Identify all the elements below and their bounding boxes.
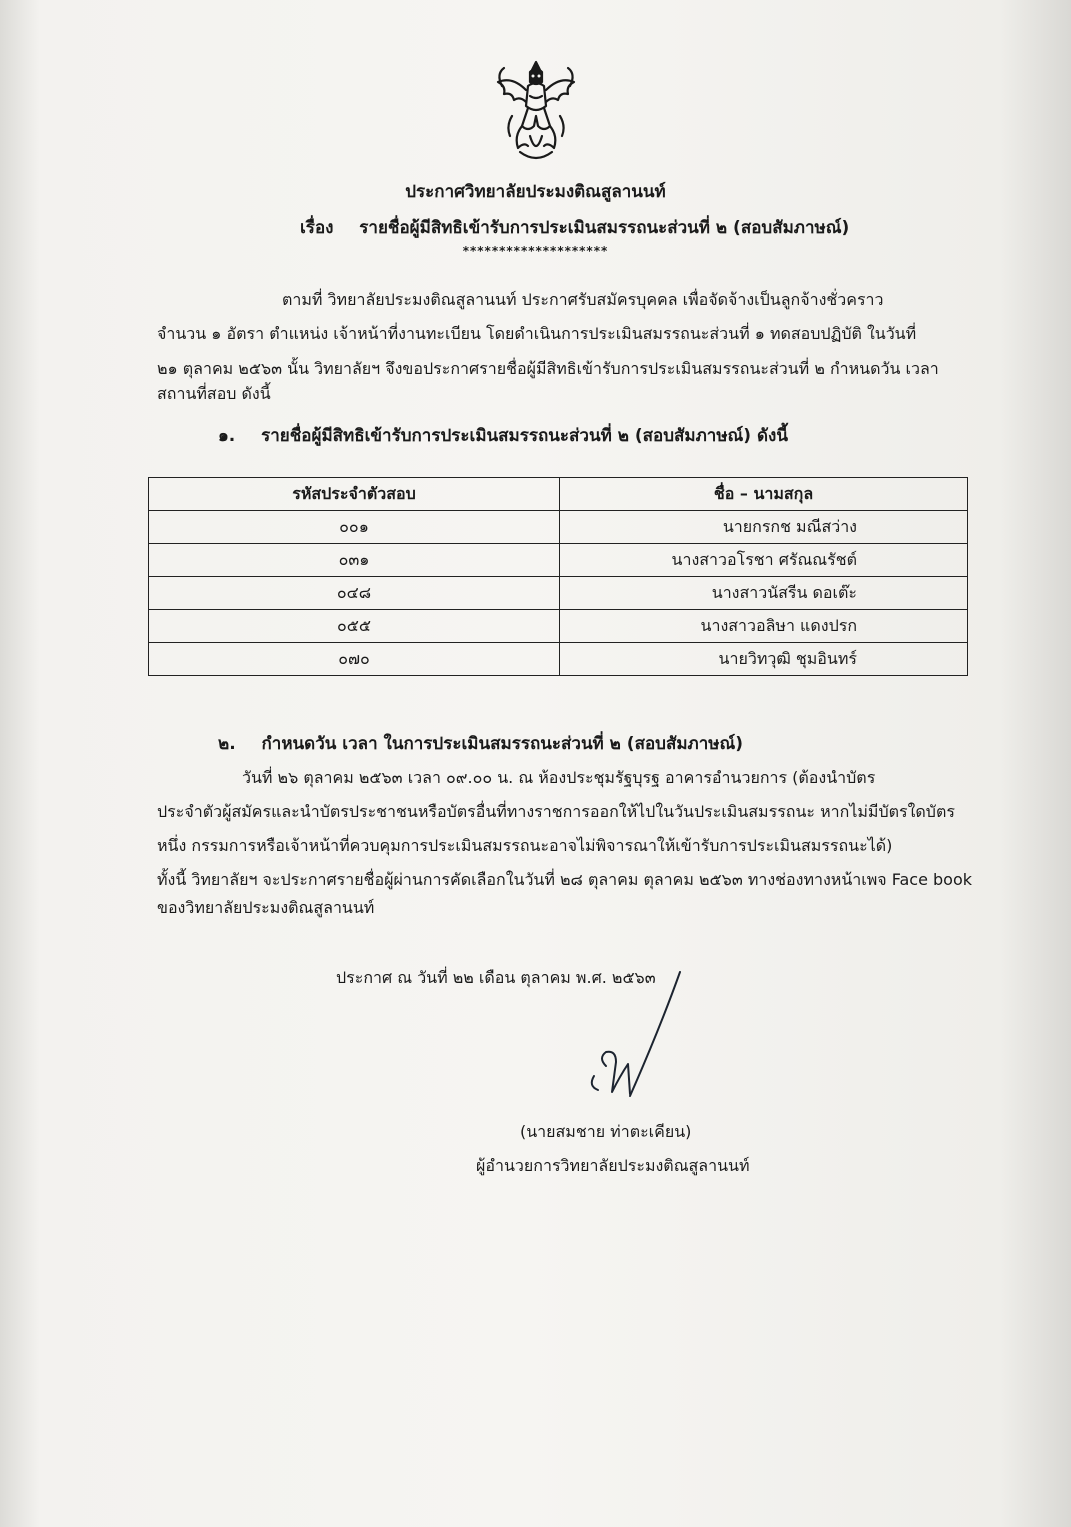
section-2-heading: [218, 730, 743, 757]
full-name-cell: นางสาวอโรชา ศรัณณรัชต์: [560, 544, 968, 577]
section-2-line-2: ประจำตัวผู้สมัครและนำบัตรประชาชนหรือบัตรอื่นที่ทางราชการออกให้ไปในวันประเมินสมรรถนะ หากไม่มีบัตรใดบัตร: [157, 802, 955, 821]
candidate-table: [148, 477, 968, 676]
subject-label: เรื่อง: [300, 218, 334, 238]
table-row: [149, 610, 968, 643]
subject-line: [300, 214, 849, 241]
intro-line-3: ๒๑ ตุลาคม ๒๕๖๓ นั้น วิทยาลัยฯ จึงขอประกาศรายชื่อผู้มีสิทธิเข้ารับการประเมินสมรรถนะส่วนที่ ๒ กำหนดวัน เวลา: [157, 359, 939, 378]
table-row: [149, 577, 968, 610]
exam-id-cell: ๐๓๑: [149, 544, 560, 577]
column-header-exam-id: รหัสประจำตัวสอบ: [149, 478, 560, 511]
full-name-cell: นางสาวนัสรีน ดอเต๊ะ: [560, 577, 968, 610]
table-row: [149, 643, 968, 676]
subject-text: รายชื่อผู้มีสิทธิเข้ารับการประเมินสมรรถนะส่วนที่ ๒ (สอบสัมภาษณ์): [359, 218, 850, 238]
section-2-line-3: หนึ่ง กรรมการหรือเจ้าหน้าที่ควบคุมการประเมินสมรรถนะอาจไม่พิจารณาให้เข้ารับการประเมินสมรรถนะได้): [157, 836, 893, 855]
garuda-emblem-icon: [490, 56, 582, 166]
full-name-cell: นายกรกช มณีสว่าง: [560, 511, 968, 544]
section-2-number: ๒.: [218, 734, 236, 754]
announce-date: ประกาศ ณ วันที่ ๒๒ เดือน ตุลาคม พ.ศ. ๒๕๖๓: [336, 968, 656, 987]
section-1-heading: [218, 422, 788, 449]
section-2-text: กำหนดวัน เวลา ในการประเมินสมรรถนะส่วนที่ ๒ (สอบสัมภาษณ์): [261, 734, 744, 754]
exam-id-cell: ๐๗๐: [149, 643, 560, 676]
section-2-line-1: วันที่ ๒๖ ตุลาคม ๒๕๖๓ เวลา ๐๙.๐๐ น. ณ ห้องประชุมรัฐบุรฐ อาคารอำนวยการ (ต้องนำบัตร: [242, 768, 876, 787]
section-2-line-4: ทั้งนี้ วิทยาลัยฯ จะประกาศรายชื่อผู้ผ่านการคัดเลือกในวันที่ ๒๘ ตุลาคม ตุลาคม ๒๕๖๓ ทางช่องทางหน้าเพจ Face book: [157, 870, 973, 889]
exam-id-cell: ๐๕๕: [149, 610, 560, 643]
stars-divider: ********************: [462, 244, 609, 258]
table-row: [149, 511, 968, 544]
signature-mark: [580, 968, 690, 1108]
intro-line-1: ตามที่ วิทยาลัยประมงติณสูลานนท์ ประกาศรับสมัครบุคคล เพื่อจัดจ้างเป็นลูกจ้างชั่วคราว: [282, 290, 884, 309]
full-name-cell: นายวิทวุฒิ ชุมอินทร์: [560, 643, 968, 676]
intro-line-2: จำนวน ๑ อัตรา ตำแหน่ง เจ้าหน้าที่งานทะเบียน โดยดำเนินการประเมินสมรรถนะส่วนที่ ๑ ทดสอบปฏิบัติ ในวันที่: [157, 324, 917, 343]
section-1-text: รายชื่อผู้มีสิทธิเข้ารับการประเมินสมรรถนะส่วนที่ ๒ (สอบสัมภาษณ์) ดังนี้: [261, 426, 788, 446]
section-2-line-5: ของวิทยาลัยประมงติณสูลานนท์: [157, 898, 375, 917]
intro-line-4: สถานที่สอบ ดังนี้: [157, 384, 271, 403]
full-name-cell: นางสาวอลิษา แดงปรก: [560, 610, 968, 643]
exam-id-cell: ๐๐๑: [149, 511, 560, 544]
announcement-title: ประกาศวิทยาลัยประมงติณสูลานนท์: [405, 182, 666, 202]
signer-name: (นายสมชาย ท่าตะเคียน): [520, 1122, 692, 1141]
table-row: [149, 544, 968, 577]
table-header-row: [149, 478, 968, 511]
section-1-number: ๑.: [218, 426, 236, 446]
exam-id-cell: ๐๔๘: [149, 577, 560, 610]
signer-title: ผู้อำนวยการวิทยาลัยประมงติณสูลานนท์: [476, 1156, 750, 1175]
column-header-full-name: ชื่อ – นามสกุล: [560, 478, 968, 511]
